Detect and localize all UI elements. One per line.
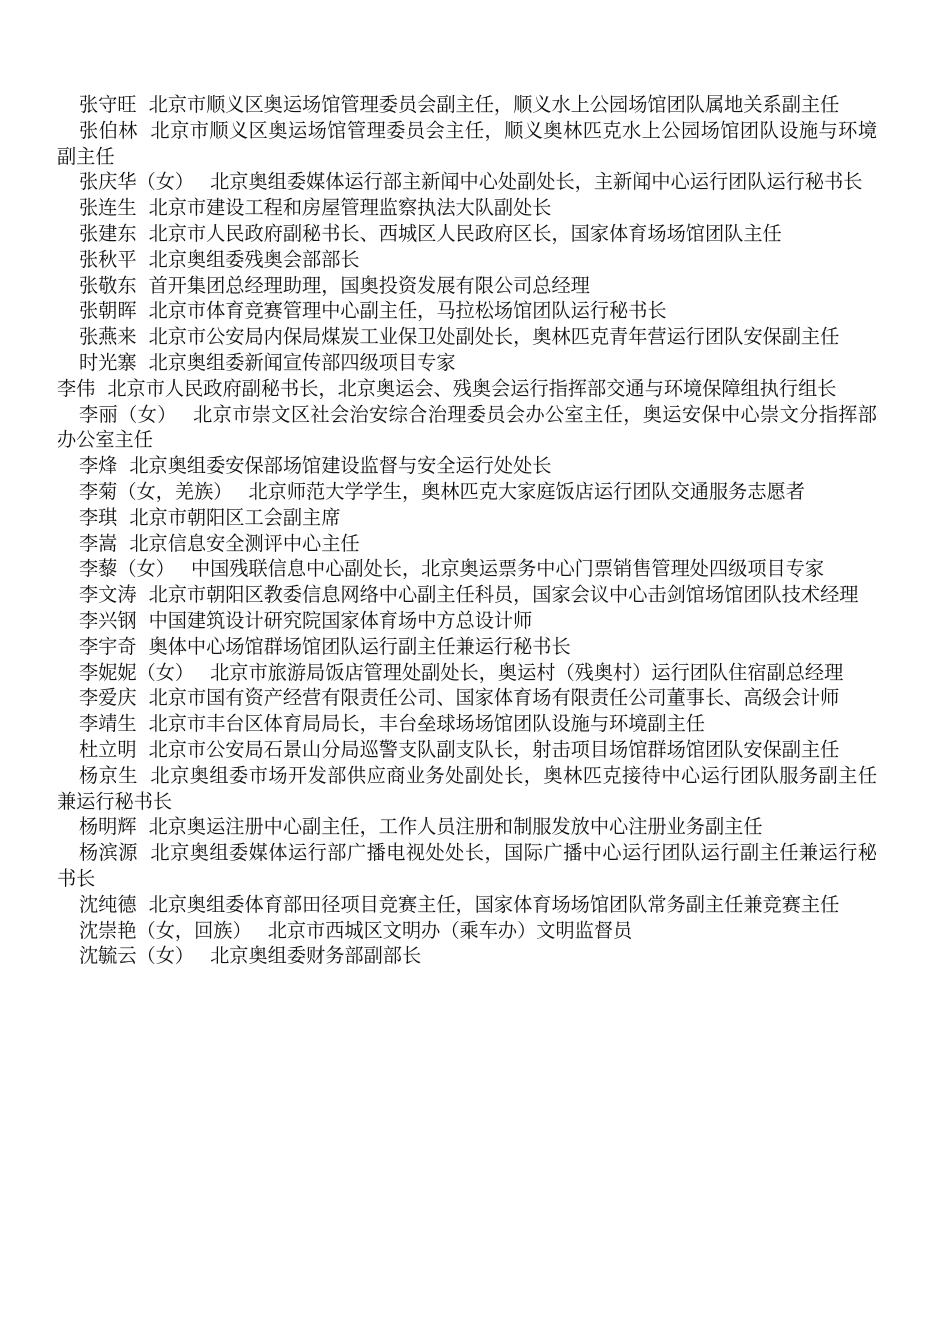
person-name: 杨明辉 — [79, 815, 137, 839]
person-title: 北京奥组委媒体运行部主新闻中心处副处长，主新闻中心运行团队运行秘书长 — [210, 170, 863, 194]
person-title: 北京市人民政府副秘书长、西城区人民政府区长，国家体育场场馆团队主任 — [148, 221, 782, 245]
list-item — [57, 840, 877, 892]
list-item — [57, 273, 877, 299]
person-name: 杨京生 — [79, 763, 138, 787]
person-name: 李兴钢 — [79, 608, 137, 632]
list-item — [57, 685, 877, 711]
list-item — [57, 298, 877, 324]
person-title: 北京奥组委市场开发部供应商业务处副处长，奥林匹克接待中心运行团队服务副主任兼运行秘书长 — [57, 763, 878, 813]
person-title: 北京市人民政府副秘书长，北京奥运会、残奥会运行指挥部交通与环境保障组执行组长 — [107, 376, 837, 400]
person-title: 北京奥组委财务部副部长 — [210, 944, 422, 968]
person-title: 奥体中心场馆群场馆团队运行副主任兼运行秘书长 — [148, 634, 571, 658]
person-name: 李嵩 — [79, 531, 118, 555]
person-name: 李菊（女，羌族） — [79, 479, 233, 503]
list-item — [57, 892, 877, 918]
person-title: 北京奥组委安保部场馆建设监督与安全运行处处长 — [129, 454, 552, 478]
person-name: 张秋平 — [79, 247, 137, 271]
person-name: 李靖生 — [79, 712, 137, 736]
list-item — [57, 376, 877, 402]
person-name: 杜立明 — [79, 737, 137, 761]
person-name: 李文涛 — [79, 583, 137, 607]
person-title: 北京市建设工程和房屋管理监察执法大队副处长 — [148, 196, 552, 220]
person-title: 首开集团总经理助理，国奥投资发展有限公司总经理 — [148, 273, 590, 297]
person-title: 北京市国有资产经营有限责任公司、国家体育场有限责任公司董事长、高级会计师 — [148, 686, 840, 710]
person-title: 北京市顺义区奥运场馆管理委员会主任，顺义奥林匹克水上公园场馆团队设施与环境副主任 — [57, 118, 878, 168]
person-title: 北京市公安局内保局煤炭工业保卫处副处长，奥林匹克青年营运行团队安保副主任 — [148, 325, 840, 349]
person-name: 李妮妮（女） — [79, 660, 195, 684]
list-item — [57, 169, 877, 195]
list-item — [57, 92, 877, 118]
person-title: 北京市公安局石景山分局巡警支队副支队长，射击项目场馆群场馆团队安保副主任 — [148, 737, 840, 761]
person-title: 中国建筑设计研究院国家体育场中方总设计师 — [148, 608, 533, 632]
list-item — [57, 918, 877, 944]
person-title: 北京市朝阳区教委信息网络中心副主任科员，国家会议中心击剑馆场馆团队技术经理 — [148, 583, 859, 607]
list-item — [57, 582, 877, 608]
list-item — [57, 479, 877, 505]
list-item — [57, 943, 877, 969]
list-item — [57, 324, 877, 350]
list-item — [57, 531, 877, 557]
person-name: 张守旺 — [79, 93, 137, 116]
list-item — [57, 350, 877, 376]
person-name: 张庆华（女） — [79, 170, 195, 194]
list-item — [57, 247, 877, 273]
person-name: 李琪 — [79, 505, 118, 529]
list-item — [57, 608, 877, 634]
list-item — [57, 402, 877, 454]
person-name: 时光寨 — [79, 350, 137, 374]
person-title: 北京市顺义区奥运场馆管理委员会副主任，顺义水上公园场馆团队属地关系副主任 — [148, 93, 840, 116]
person-name: 李藜（女） — [79, 557, 175, 581]
person-title: 北京市朝阳区工会副主席 — [129, 505, 341, 529]
list-item — [57, 221, 877, 247]
person-name: 沈崇艳（女，回族） — [79, 918, 252, 942]
award-list — [57, 92, 877, 969]
person-name: 沈纯德 — [79, 892, 137, 916]
person-name: 张燕来 — [79, 325, 137, 349]
person-name: 张连生 — [79, 196, 137, 220]
person-name: 李烽 — [79, 454, 118, 478]
list-item — [57, 814, 877, 840]
person-name: 李丽（女） — [79, 402, 177, 426]
person-title: 北京市崇文区社会治安综合治理委员会办公室主任，奥运安保中心崇文分指挥部办公室主任 — [57, 402, 877, 452]
person-title: 北京奥组委体育部田径项目竞赛主任，国家体育场场馆团队常务副主任兼竞赛主任 — [148, 892, 840, 916]
person-name: 李爱庆 — [79, 686, 137, 710]
list-item — [57, 711, 877, 737]
person-title: 北京奥运注册中心副主任，工作人员注册和制服发放中心注册业务副主任 — [148, 815, 763, 839]
person-title: 北京师范大学学生，奥林匹克大家庭饭店运行团队交通服务志愿者 — [248, 479, 805, 503]
person-title: 北京信息安全测评中心主任 — [129, 531, 360, 555]
list-item — [57, 118, 877, 170]
person-name: 张朝晖 — [79, 299, 137, 323]
person-title: 北京市旅游局饭店管理处副处长，奥运村（残奥村）运行团队住宿副总经理 — [210, 660, 844, 684]
person-title: 北京市体育竞赛管理中心副主任，马拉松场馆团队运行秘书长 — [148, 299, 667, 323]
list-item — [57, 453, 877, 479]
person-name: 张建东 — [79, 221, 137, 245]
person-name: 杨滨源 — [79, 841, 138, 865]
person-title: 北京奥组委新闻宣传部四级项目专家 — [148, 350, 456, 374]
person-title: 北京奥组委媒体运行部广播电视处处长，国际广播中心运行团队运行副主任兼运行秘书长 — [57, 841, 878, 890]
person-name: 李伟 — [57, 376, 96, 400]
person-name: 张伯林 — [79, 118, 138, 142]
list-item — [57, 737, 877, 763]
person-title: 北京市丰台区体育局局长，丰台垒球场场馆团队设施与环境副主任 — [148, 712, 705, 736]
person-title: 北京奥组委残奥会部部长 — [148, 247, 360, 271]
list-item — [57, 660, 877, 686]
person-title: 中国残联信息中心副处长，北京奥运票务中心门票销售管理处四级项目专家 — [190, 557, 825, 581]
list-item — [57, 195, 877, 221]
person-name: 沈毓云（女） — [79, 944, 195, 968]
list-item — [57, 763, 877, 815]
person-name: 李宇奇 — [79, 634, 137, 658]
list-item — [57, 634, 877, 660]
person-title: 北京市西城区文明办（乘车办）文明监督员 — [267, 918, 633, 942]
list-item — [57, 556, 877, 582]
list-item — [57, 505, 877, 531]
person-name: 张敬东 — [79, 273, 137, 297]
